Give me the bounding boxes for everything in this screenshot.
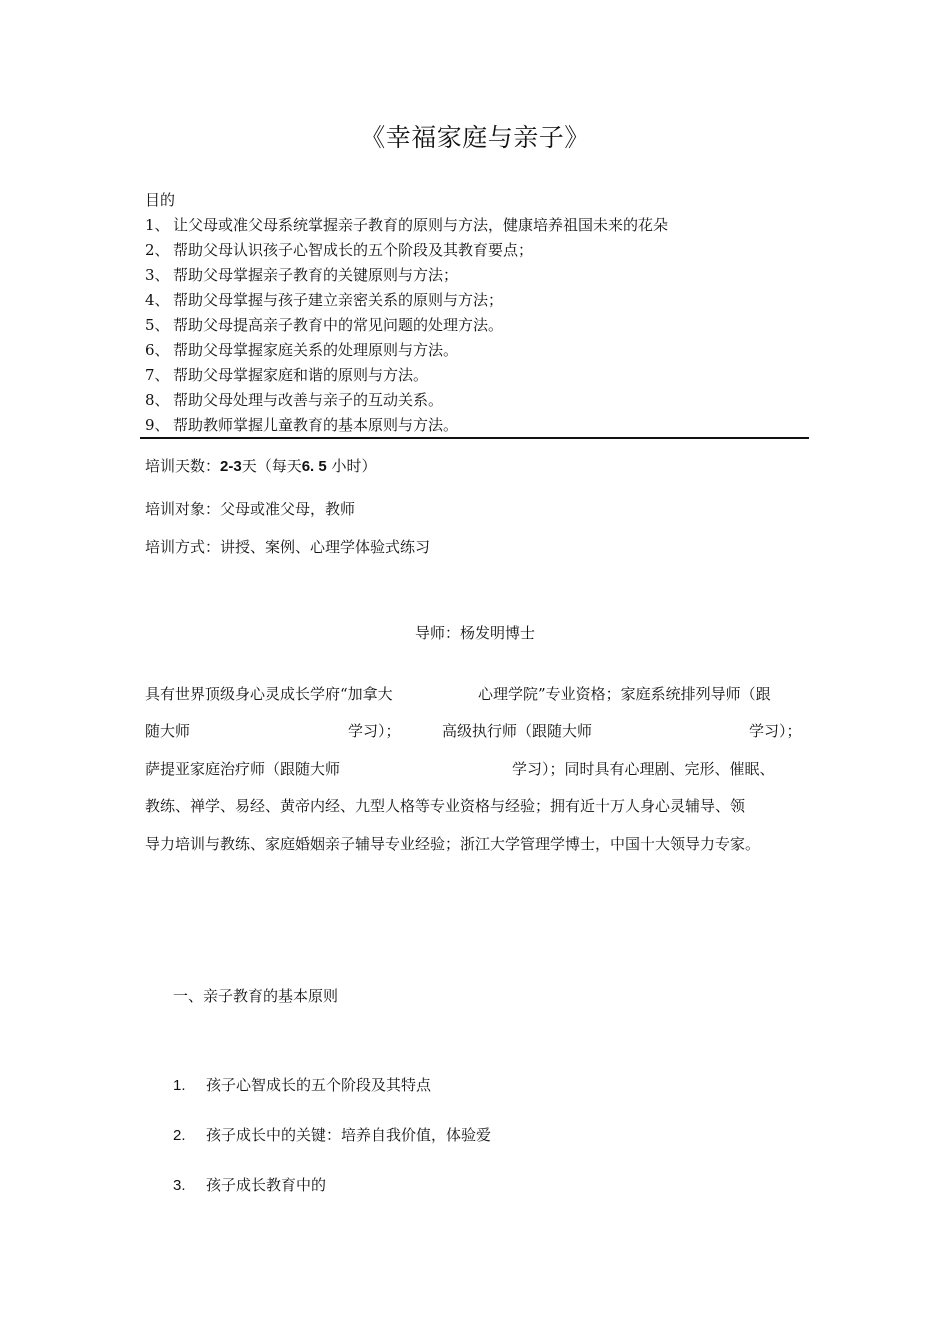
purpose-item-number: 2、 xyxy=(145,241,170,259)
purpose-item-text: 让父母或准父母系统掌握亲子教育的原则与方法，健康培养祖国未来的花朵 xyxy=(173,216,669,234)
purpose-item-number: 3、 xyxy=(145,266,170,284)
bio-line-4: 教练、禅学、易经、黄帝内经、九型人格等专业资格与经验；拥有近十万人身心灵辅导、领 xyxy=(145,797,746,815)
purpose-heading: 目的 xyxy=(145,191,176,209)
bio-line-5: 导力培训与教练、家庭婚姻亲子辅导专业经验；浙江大学管理学博士，中国十大领导力专家。 xyxy=(145,835,761,853)
bio-line-2d: 学习）； xyxy=(749,722,802,740)
mentor-bio xyxy=(145,683,809,863)
section-item xyxy=(173,1174,326,1195)
horizontal-divider xyxy=(140,437,809,439)
bio-line-2a: 随大师 xyxy=(145,722,191,740)
purpose-item-text: 帮助教师掌握儿童教育的基本原则与方法。 xyxy=(173,416,459,434)
purpose-item xyxy=(145,313,809,338)
purpose-item xyxy=(145,413,809,438)
bio-line-3a: 萨提亚家庭治疗师（跟随大师 xyxy=(145,760,341,778)
bio-line-3b: 学习）；同时具有心理剧、完形、催眠、 xyxy=(512,760,775,778)
bio-line-1a: 具有世界顶级身心灵成长学府“加拿大 xyxy=(145,685,393,703)
purpose-item xyxy=(145,238,809,263)
purpose-item-number: 9、 xyxy=(145,416,170,434)
purpose-item-text: 帮助父母掌握家庭关系的处理原则与方法。 xyxy=(173,341,459,359)
purpose-item-number: 7、 xyxy=(145,366,170,384)
purpose-item-text: 帮助父母掌握与孩子建立亲密关系的原则与方法； xyxy=(173,291,504,309)
training-hours-unit: 小时） xyxy=(331,457,377,475)
purpose-item-text: 帮助父母掌握家庭和谐的原则与方法。 xyxy=(173,366,429,384)
purpose-item xyxy=(145,263,809,288)
section-item-text: 孩子心智成长的五个阶段及其特点 xyxy=(206,1076,432,1094)
purpose-item-number: 6、 xyxy=(145,341,170,359)
section-item-text: 孩子成长中的关键：培养自我价值，体验爱 xyxy=(206,1126,492,1144)
bio-line-2b: 学习）； xyxy=(348,722,401,740)
training-days-label: 培训天数： xyxy=(145,457,221,475)
document-title: 《幸福家庭与亲子》 xyxy=(360,123,590,152)
purpose-item-number: 4、 xyxy=(145,291,170,309)
mentor-name: 导师：杨发明博士 xyxy=(414,624,535,642)
purpose-item-text: 帮助父母处理与改善与亲子的互动关系。 xyxy=(173,391,444,409)
purpose-item-number: 1、 xyxy=(145,216,170,234)
purpose-item xyxy=(145,338,809,363)
purpose-section xyxy=(145,188,809,438)
section-item xyxy=(173,1124,491,1145)
purpose-item xyxy=(145,363,809,388)
section-item-number: 2. xyxy=(173,1127,186,1144)
training-hours-value: 6. 5 xyxy=(301,458,327,475)
bio-line-2c: 高级执行师（跟随大师 xyxy=(442,722,593,740)
purpose-item-text: 帮助父母认识孩子心智成长的五个阶段及其教育要点； xyxy=(173,241,534,259)
training-days xyxy=(145,455,377,476)
purpose-item-text: 帮助父母掌握亲子教育的关键原则与方法； xyxy=(173,266,459,284)
purpose-item-text: 帮助父母提高亲子教育中的常见问题的处理方法。 xyxy=(173,316,504,334)
section-item-number: 3. xyxy=(173,1177,186,1194)
training-audience: 培训对象：父母或准父母，教师 xyxy=(145,500,356,518)
section-item-text: 孩子成长教育中的 xyxy=(206,1176,327,1194)
purpose-item xyxy=(145,288,809,313)
purpose-item xyxy=(145,213,809,238)
purpose-item xyxy=(145,388,809,413)
training-method: 培训方式：讲授、案例、心理学体验式练习 xyxy=(145,538,431,556)
section-item xyxy=(173,1074,431,1095)
purpose-item-number: 8、 xyxy=(145,391,170,409)
purpose-item-number: 5、 xyxy=(145,316,170,334)
section-item-number: 1. xyxy=(173,1077,186,1094)
bio-line-1b: 心理学院”专业资格；家庭系统排列导师（跟 xyxy=(478,685,771,703)
training-days-unit: 天（每天 xyxy=(241,457,302,475)
section-heading: 一、亲子教育的基本原则 xyxy=(173,987,339,1005)
training-days-value: 2-3 xyxy=(220,458,242,475)
